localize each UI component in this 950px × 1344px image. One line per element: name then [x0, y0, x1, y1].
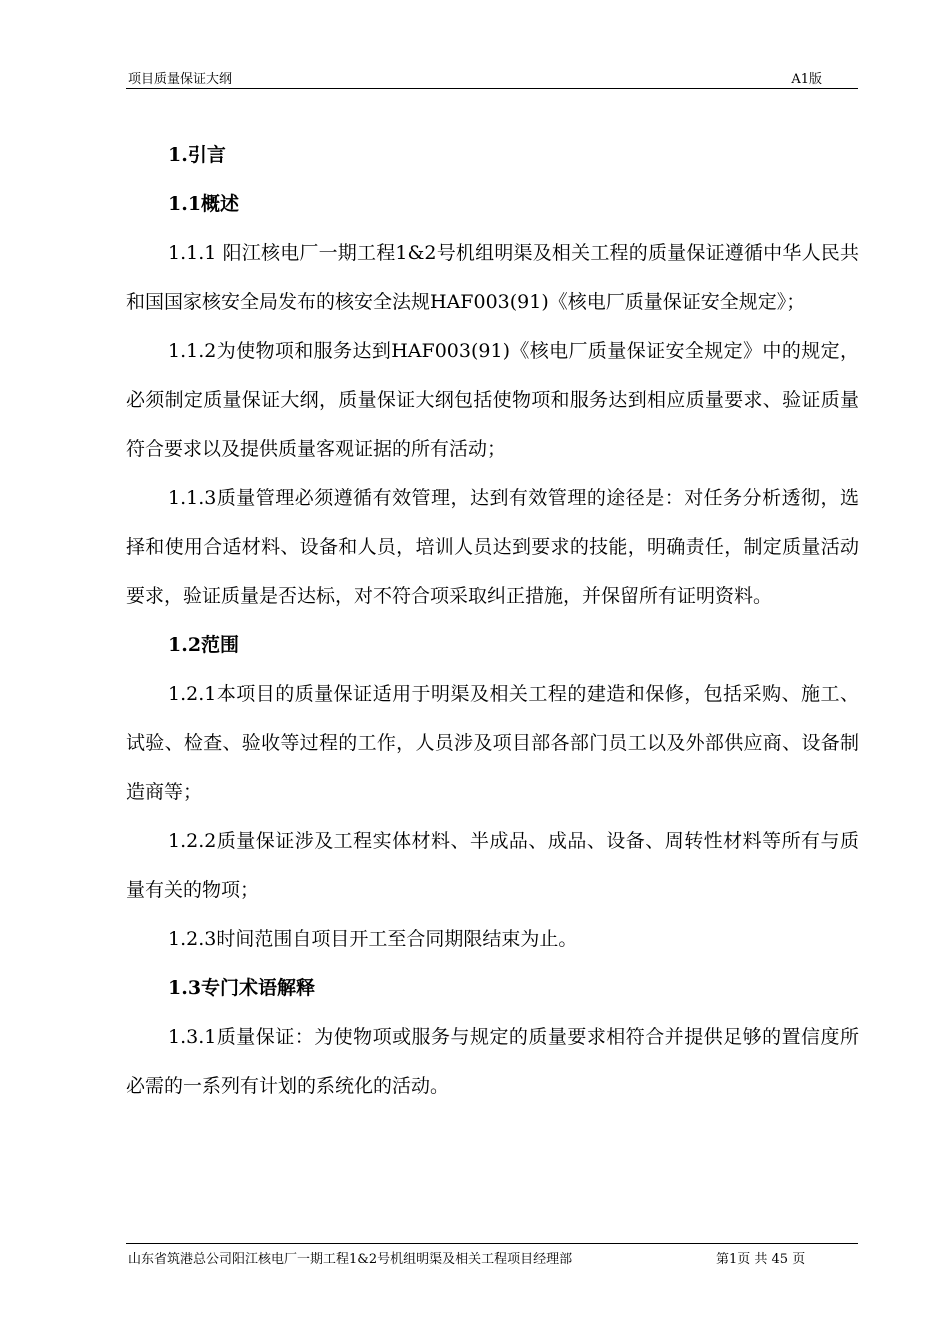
subsection-heading: 1.3专门术语解释 [168, 977, 316, 999]
header-title: 项目质量保证大纲 [128, 72, 233, 87]
document-body [126, 131, 859, 1111]
paragraph: 1.1.2为使物项和服务达到HAF003(91)《核电厂质量保证安全规定》中的规定，必须制定质量保证大纲，质量保证大纲包括使物项和服务达到相应质量要求、验证质量符合要求以及提供质量客观证据的所有活动； [126, 340, 859, 460]
paragraph: 1.1.3质量管理必须遵循有效管理，达到有效管理的途径是：对任务分析透彻，选择和使用合适材料、设备和人员，培训人员达到要求的技能，明确责任，制定质量活动要求，验证质量是否达标，对不符合项采取纠正措施，并保留所有证明资料。 [126, 487, 859, 607]
page-header [126, 68, 858, 89]
paragraph: 1.2.1本项目的质量保证适用于明渠及相关工程的建造和保修，包括采购、施工、试验、检查、验收等过程的工作，人员涉及项目部各部门员工以及外部供应商、设备制造商等； [126, 683, 859, 803]
paragraph: 1.1.1 阳江核电厂一期工程1&2号机组明渠及相关工程的质量保证遵循中华人民共和国国家核安全局发布的核安全法规HAF003(91)《核电厂质量保证安全规定》； [126, 242, 859, 313]
paragraph: 1.2.2质量保证涉及工程实体材料、半成品、成品、设备、周转性材料等所有与质量有关的物项； [126, 830, 859, 901]
footer-company: 山东省筑港总公司阳江核电厂一期工程1&2号机组明渠及相关工程项目经理部 [128, 1252, 573, 1267]
subsection-heading: 1.1概述 [168, 193, 240, 215]
header-version: A1版 [791, 72, 822, 87]
page-footer [126, 1243, 858, 1266]
section-heading: 1.引言 [168, 144, 226, 166]
subsection-heading: 1.2范围 [168, 634, 240, 656]
paragraph: 1.2.3时间范围自项目开工至合同期限结束为止。 [168, 928, 578, 950]
paragraph: 1.3.1质量保证：为使物项或服务与规定的质量要求相符合并提供足够的置信度所必需的一系列有计划的系统化的活动。 [126, 1026, 859, 1097]
footer-page-number: 第1页 共 45 页 [716, 1252, 806, 1267]
